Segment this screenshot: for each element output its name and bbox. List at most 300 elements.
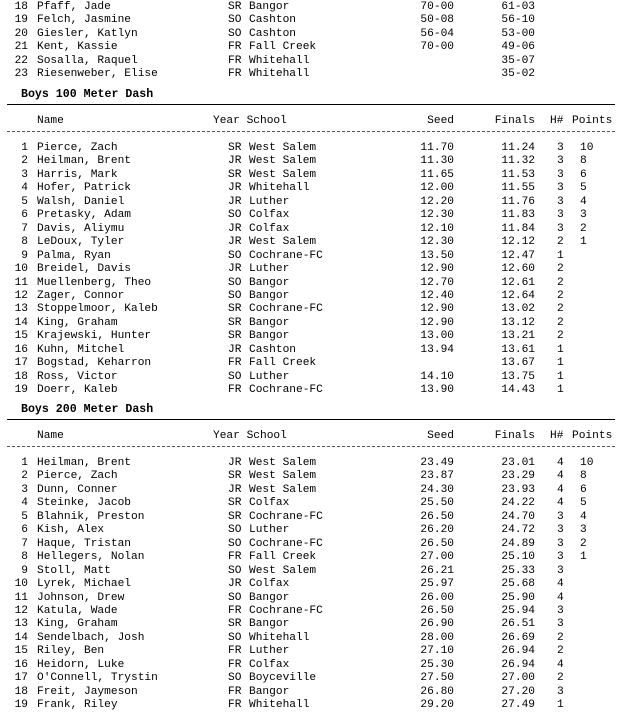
year: JR (228, 578, 242, 591)
school: Whitehall (249, 631, 310, 644)
athlete-name: Heilman, Brent (37, 457, 131, 469)
heat-number: 4 (557, 578, 564, 591)
seed-mark: 12.70 (420, 276, 454, 289)
athlete-name: Sendelbach, Josh (37, 631, 145, 644)
athlete-name: King, Graham (37, 618, 118, 631)
school: West Salem (249, 168, 317, 181)
year: FR (228, 41, 242, 54)
place: 1 (21, 457, 28, 469)
place: 10 (14, 263, 28, 276)
points: 3 (580, 524, 587, 537)
school: West Salem (249, 483, 317, 496)
seed-mark: 29.20 (420, 699, 454, 712)
heat-number: 1 (557, 384, 564, 397)
result-row (0, 209, 623, 222)
school: Luther (249, 645, 290, 658)
finals-mark: 27.20 (501, 685, 535, 698)
place: 14 (14, 316, 28, 329)
result-row (0, 470, 623, 483)
year: FR (228, 384, 242, 397)
result-row (0, 457, 623, 470)
place: 22 (14, 54, 28, 67)
school: Fall Creek (249, 41, 317, 54)
year: SO (228, 564, 242, 577)
year: FR (228, 54, 242, 67)
result-row (0, 592, 623, 605)
heat-number: 1 (557, 357, 564, 370)
school: Cashton (249, 14, 296, 27)
column-header (0, 115, 623, 128)
year: SO (228, 276, 242, 289)
finals-mark: 26.51 (501, 618, 535, 631)
athlete-name: King, Graham (37, 316, 118, 329)
heat-number: 3 (557, 195, 564, 208)
finals-mark: 27.49 (501, 699, 535, 712)
place: 9 (21, 564, 28, 577)
seed-mark: 26.80 (420, 685, 454, 698)
year: SO (228, 27, 242, 40)
result-row (0, 28, 623, 41)
seed-mark: 12.40 (420, 289, 454, 302)
result-row (0, 565, 623, 578)
result-row (0, 277, 623, 290)
result-row (0, 605, 623, 618)
finals-mark: 25.90 (501, 591, 535, 604)
year: JR (228, 343, 242, 356)
place: 12 (14, 289, 28, 302)
place: 15 (14, 645, 28, 658)
year: SO (228, 591, 242, 604)
result-row (0, 672, 623, 685)
year: FR (228, 645, 242, 658)
place: 2 (21, 155, 28, 168)
school: West Salem (249, 457, 317, 469)
result-row (0, 263, 623, 276)
header-year-school: Year School (213, 115, 287, 127)
athlete-name: Palma, Ryan (37, 249, 111, 262)
place: 19 (14, 384, 28, 397)
result-row (0, 303, 623, 316)
school: Whitehall (249, 54, 310, 67)
section-rule (7, 104, 615, 105)
athlete-name: Krajewski, Hunter (37, 330, 152, 343)
place: 6 (21, 524, 28, 537)
seed-mark: 26.50 (420, 537, 454, 550)
points: 3 (580, 209, 587, 222)
seed-mark: 70-00 (420, 1, 454, 13)
result-row (0, 524, 623, 537)
place: 3 (21, 483, 28, 496)
athlete-name: Pfaff, Jade (37, 1, 111, 13)
athlete-name: Frank, Riley (37, 699, 118, 712)
seed-mark: 11.65 (420, 168, 454, 181)
result-row (0, 290, 623, 303)
seed-mark: 27.10 (420, 645, 454, 658)
header-finals: Finals (494, 115, 535, 127)
result-row (0, 223, 623, 236)
finals-mark: 11.83 (501, 209, 535, 222)
school: West Salem (249, 142, 317, 154)
school: Fall Creek (249, 551, 317, 564)
year: JR (228, 457, 242, 469)
place: 17 (14, 672, 28, 685)
seed-mark: 24.30 (420, 483, 454, 496)
finals-mark: 23.93 (501, 483, 535, 496)
place: 8 (21, 236, 28, 249)
year: FR (228, 658, 242, 671)
place: 7 (21, 537, 28, 550)
result-row (0, 55, 623, 68)
place: 23 (14, 68, 28, 80)
heat-number: 1 (557, 343, 564, 356)
seed-mark: 25.97 (420, 578, 454, 591)
result-row (0, 384, 623, 397)
finals-mark: 53-00 (501, 27, 535, 40)
place: 19 (14, 699, 28, 712)
year: SO (228, 631, 242, 644)
finals-mark: 26.94 (501, 645, 535, 658)
result-row (0, 699, 623, 712)
school: Bangor (249, 289, 290, 302)
athlete-name: Pretasky, Adam (37, 209, 131, 222)
points: 5 (580, 497, 587, 510)
place: 4 (21, 182, 28, 195)
heat-number: 4 (557, 497, 564, 510)
result-row (0, 632, 623, 645)
heat-number: 3 (557, 524, 564, 537)
year: FR (228, 357, 242, 370)
seed-mark: 56-04 (420, 27, 454, 40)
result-row (0, 169, 623, 182)
heat-number: 2 (557, 645, 564, 658)
seed-mark: 13.00 (420, 330, 454, 343)
heat-number: 4 (557, 658, 564, 671)
year: JR (228, 155, 242, 168)
points: 10 (580, 457, 594, 469)
year: FR (228, 604, 242, 617)
year: JR (228, 263, 242, 276)
year: SR (228, 618, 242, 631)
points: 8 (580, 155, 587, 168)
athlete-name: Bogstad, Keharron (37, 357, 152, 370)
athlete-name: Dunn, Conner (37, 483, 118, 496)
place: 7 (21, 222, 28, 235)
athlete-name: Freit, Jaymeson (37, 685, 138, 698)
seed-mark: 50-08 (420, 14, 454, 27)
heat-number: 3 (557, 168, 564, 181)
event-title (0, 403, 623, 416)
place: 18 (14, 1, 28, 13)
result-row (0, 330, 623, 343)
place: 16 (14, 658, 28, 671)
header-heat: H# (550, 115, 564, 127)
school: Cashton (249, 343, 296, 356)
seed-mark: 11.70 (420, 142, 454, 154)
year: SR (228, 142, 242, 154)
seed-mark: 26.50 (420, 604, 454, 617)
heat-number: 1 (557, 699, 564, 712)
heat-number: 3 (557, 142, 564, 154)
school: Colfax (249, 222, 290, 235)
athlete-name: Haque, Tristan (37, 537, 131, 550)
result-row (0, 14, 623, 27)
finals-mark: 23.01 (501, 457, 535, 469)
result-row (0, 511, 623, 524)
seed-mark: 25.30 (420, 658, 454, 671)
seed-mark: 11.30 (420, 155, 454, 168)
event-title-text: Boys 100 Meter Dash (21, 88, 154, 101)
year: SO (228, 289, 242, 302)
heat-number: 3 (557, 551, 564, 564)
athlete-name: Harris, Mark (37, 168, 118, 181)
finals-mark: 13.21 (501, 330, 535, 343)
place: 11 (14, 591, 28, 604)
athlete-name: Kent, Kassie (37, 41, 118, 54)
place: 21 (14, 41, 28, 54)
athlete-name: Riley, Ben (37, 645, 105, 658)
athlete-name: Doerr, Kaleb (37, 384, 118, 397)
seed-mark: 25.50 (420, 497, 454, 510)
seed-mark: 12.90 (420, 316, 454, 329)
athlete-name: Ross, Victor (37, 370, 118, 383)
place: 20 (14, 27, 28, 40)
school: Cochrane-FC (249, 384, 323, 397)
heat-number: 3 (557, 182, 564, 195)
athlete-name: Hellegers, Nolan (37, 551, 145, 564)
seed-mark: 26.20 (420, 524, 454, 537)
finals-mark: 11.24 (501, 142, 535, 154)
result-row (0, 659, 623, 672)
result-row (0, 1, 623, 14)
finals-mark: 26.94 (501, 658, 535, 671)
school: Cashton (249, 27, 296, 40)
seed-mark: 13.90 (420, 384, 454, 397)
school: Whitehall (249, 699, 310, 712)
seed-mark: 12.30 (420, 209, 454, 222)
points: 1 (580, 236, 587, 249)
school: Bangor (249, 591, 290, 604)
heat-number: 3 (557, 564, 564, 577)
place: 18 (14, 685, 28, 698)
year: JR (228, 195, 242, 208)
result-row (0, 236, 623, 249)
school: Fall Creek (249, 357, 317, 370)
finals-mark: 61-03 (501, 1, 535, 13)
seed-mark: 27.00 (420, 551, 454, 564)
place: 2 (21, 470, 28, 483)
place: 3 (21, 168, 28, 181)
athlete-name: Steinke, Jacob (37, 497, 131, 510)
heat-number: 2 (557, 289, 564, 302)
athlete-name: Davis, Aliymu (37, 222, 125, 235)
place: 15 (14, 330, 28, 343)
year: JR (228, 236, 242, 249)
school: Luther (249, 370, 290, 383)
year: JR (228, 483, 242, 496)
year: SO (228, 249, 242, 262)
athlete-name: Walsh, Daniel (37, 195, 125, 208)
place: 5 (21, 195, 28, 208)
finals-mark: 11.76 (501, 195, 535, 208)
heat-number: 4 (557, 457, 564, 469)
header-name: Name (37, 115, 64, 127)
school: Whitehall (249, 68, 310, 80)
year: FR (228, 685, 242, 698)
points: 2 (580, 222, 587, 235)
athlete-name: Kuhn, Mitchel (37, 343, 125, 356)
result-row (0, 41, 623, 54)
athlete-name: Katula, Wade (37, 604, 118, 617)
finals-mark: 11.53 (501, 168, 535, 181)
place: 18 (14, 370, 28, 383)
year: SR (228, 1, 242, 13)
points: 4 (580, 510, 587, 523)
finals-mark: 26.69 (501, 631, 535, 644)
finals-mark: 12.12 (501, 236, 535, 249)
athlete-name: Heilman, Brent (37, 155, 131, 168)
school: Colfax (249, 209, 290, 222)
finals-mark: 23.29 (501, 470, 535, 483)
place: 10 (14, 578, 28, 591)
place: 5 (21, 510, 28, 523)
school: Cochrane-FC (249, 249, 323, 262)
event-title-text: Boys 200 Meter Dash (21, 403, 154, 416)
result-row (0, 645, 623, 658)
athlete-name: Muellenberg, Theo (37, 276, 152, 289)
heat-number: 3 (557, 209, 564, 222)
year: SR (228, 303, 242, 316)
school: Cochrane-FC (249, 303, 323, 316)
result-row (0, 578, 623, 591)
heat-number: 2 (557, 263, 564, 276)
seed-mark: 26.90 (420, 618, 454, 631)
points: 1 (580, 551, 587, 564)
finals-mark: 12.60 (501, 263, 535, 276)
school: Bangor (249, 316, 290, 329)
athlete-name: O'Connell, Trystin (37, 672, 158, 685)
year: JR (228, 182, 242, 195)
year: SO (228, 370, 242, 383)
place: 11 (14, 276, 28, 289)
seed-mark: 12.90 (420, 263, 454, 276)
seed-mark: 26.50 (420, 510, 454, 523)
year: SO (228, 537, 242, 550)
points: 4 (580, 195, 587, 208)
school: Bangor (249, 330, 290, 343)
event-title (0, 88, 623, 101)
year: SR (228, 168, 242, 181)
result-row (0, 317, 623, 330)
finals-mark: 49-06 (501, 41, 535, 54)
seed-mark: 12.20 (420, 195, 454, 208)
points: 8 (580, 470, 587, 483)
header-heat: H# (550, 430, 564, 442)
seed-mark: 23.49 (420, 457, 454, 469)
athlete-name: Pierce, Zach (37, 470, 118, 483)
result-row (0, 371, 623, 384)
result-row (0, 250, 623, 263)
year: SR (228, 470, 242, 483)
result-row (0, 182, 623, 195)
finals-mark: 11.84 (501, 222, 535, 235)
athlete-name: Riesenweber, Elise (37, 68, 158, 80)
seed-mark: 12.10 (420, 222, 454, 235)
athlete-name: Sosalla, Raquel (37, 54, 138, 67)
heat-number: 4 (557, 591, 564, 604)
school: Colfax (249, 497, 290, 510)
year: SO (228, 14, 242, 27)
result-row (0, 497, 623, 510)
column-header (0, 430, 623, 443)
athlete-name: Zager, Connor (37, 289, 125, 302)
seed-mark: 70-00 (420, 41, 454, 54)
heat-number: 2 (557, 303, 564, 316)
school: Cochrane-FC (249, 604, 323, 617)
finals-mark: 13.02 (501, 303, 535, 316)
seed-mark: 28.00 (420, 631, 454, 644)
heat-number: 3 (557, 685, 564, 698)
school: Bangor (249, 685, 290, 698)
heat-number: 3 (557, 155, 564, 168)
heat-number: 2 (557, 330, 564, 343)
school: Cochrane-FC (249, 510, 323, 523)
year: SO (228, 672, 242, 685)
points: 10 (580, 142, 594, 154)
header-name: Name (37, 430, 64, 442)
place: 9 (21, 249, 28, 262)
athlete-name: Kish, Alex (37, 524, 105, 537)
points: 2 (580, 537, 587, 550)
year: SR (228, 330, 242, 343)
heat-number: 4 (557, 483, 564, 496)
finals-mark: 24.22 (501, 497, 535, 510)
result-row (0, 142, 623, 155)
result-row (0, 196, 623, 209)
header-points: Points (572, 115, 613, 127)
heat-number: 2 (557, 276, 564, 289)
header-points: Points (572, 430, 613, 442)
finals-mark: 24.89 (501, 537, 535, 550)
heat-number: 3 (557, 537, 564, 550)
school: Cochrane-FC (249, 537, 323, 550)
points: 5 (580, 182, 587, 195)
finals-mark: 25.68 (501, 578, 535, 591)
year: SR (228, 510, 242, 523)
result-row (0, 538, 623, 551)
athlete-name: Pierce, Zach (37, 142, 118, 154)
finals-mark: 56-10 (501, 14, 535, 27)
header-finals: Finals (494, 430, 535, 442)
finals-mark: 27.00 (501, 672, 535, 685)
athlete-name: Johnson, Drew (37, 591, 125, 604)
finals-mark: 25.10 (501, 551, 535, 564)
heat-number: 1 (557, 370, 564, 383)
school: Luther (249, 263, 290, 276)
place: 19 (14, 14, 28, 27)
finals-mark: 11.55 (501, 182, 535, 195)
athlete-name: Blahnik, Preston (37, 510, 145, 523)
school: Whitehall (249, 182, 310, 195)
school: Boyceville (249, 672, 317, 685)
result-row (0, 686, 623, 699)
heat-number: 4 (557, 470, 564, 483)
school: West Salem (249, 470, 317, 483)
year: SO (228, 209, 242, 222)
athlete-name: Heidorn, Luke (37, 658, 125, 671)
athlete-name: Lyrek, Michael (37, 578, 131, 591)
athlete-name: Breidel, Davis (37, 263, 131, 276)
finals-mark: 14.43 (501, 384, 535, 397)
